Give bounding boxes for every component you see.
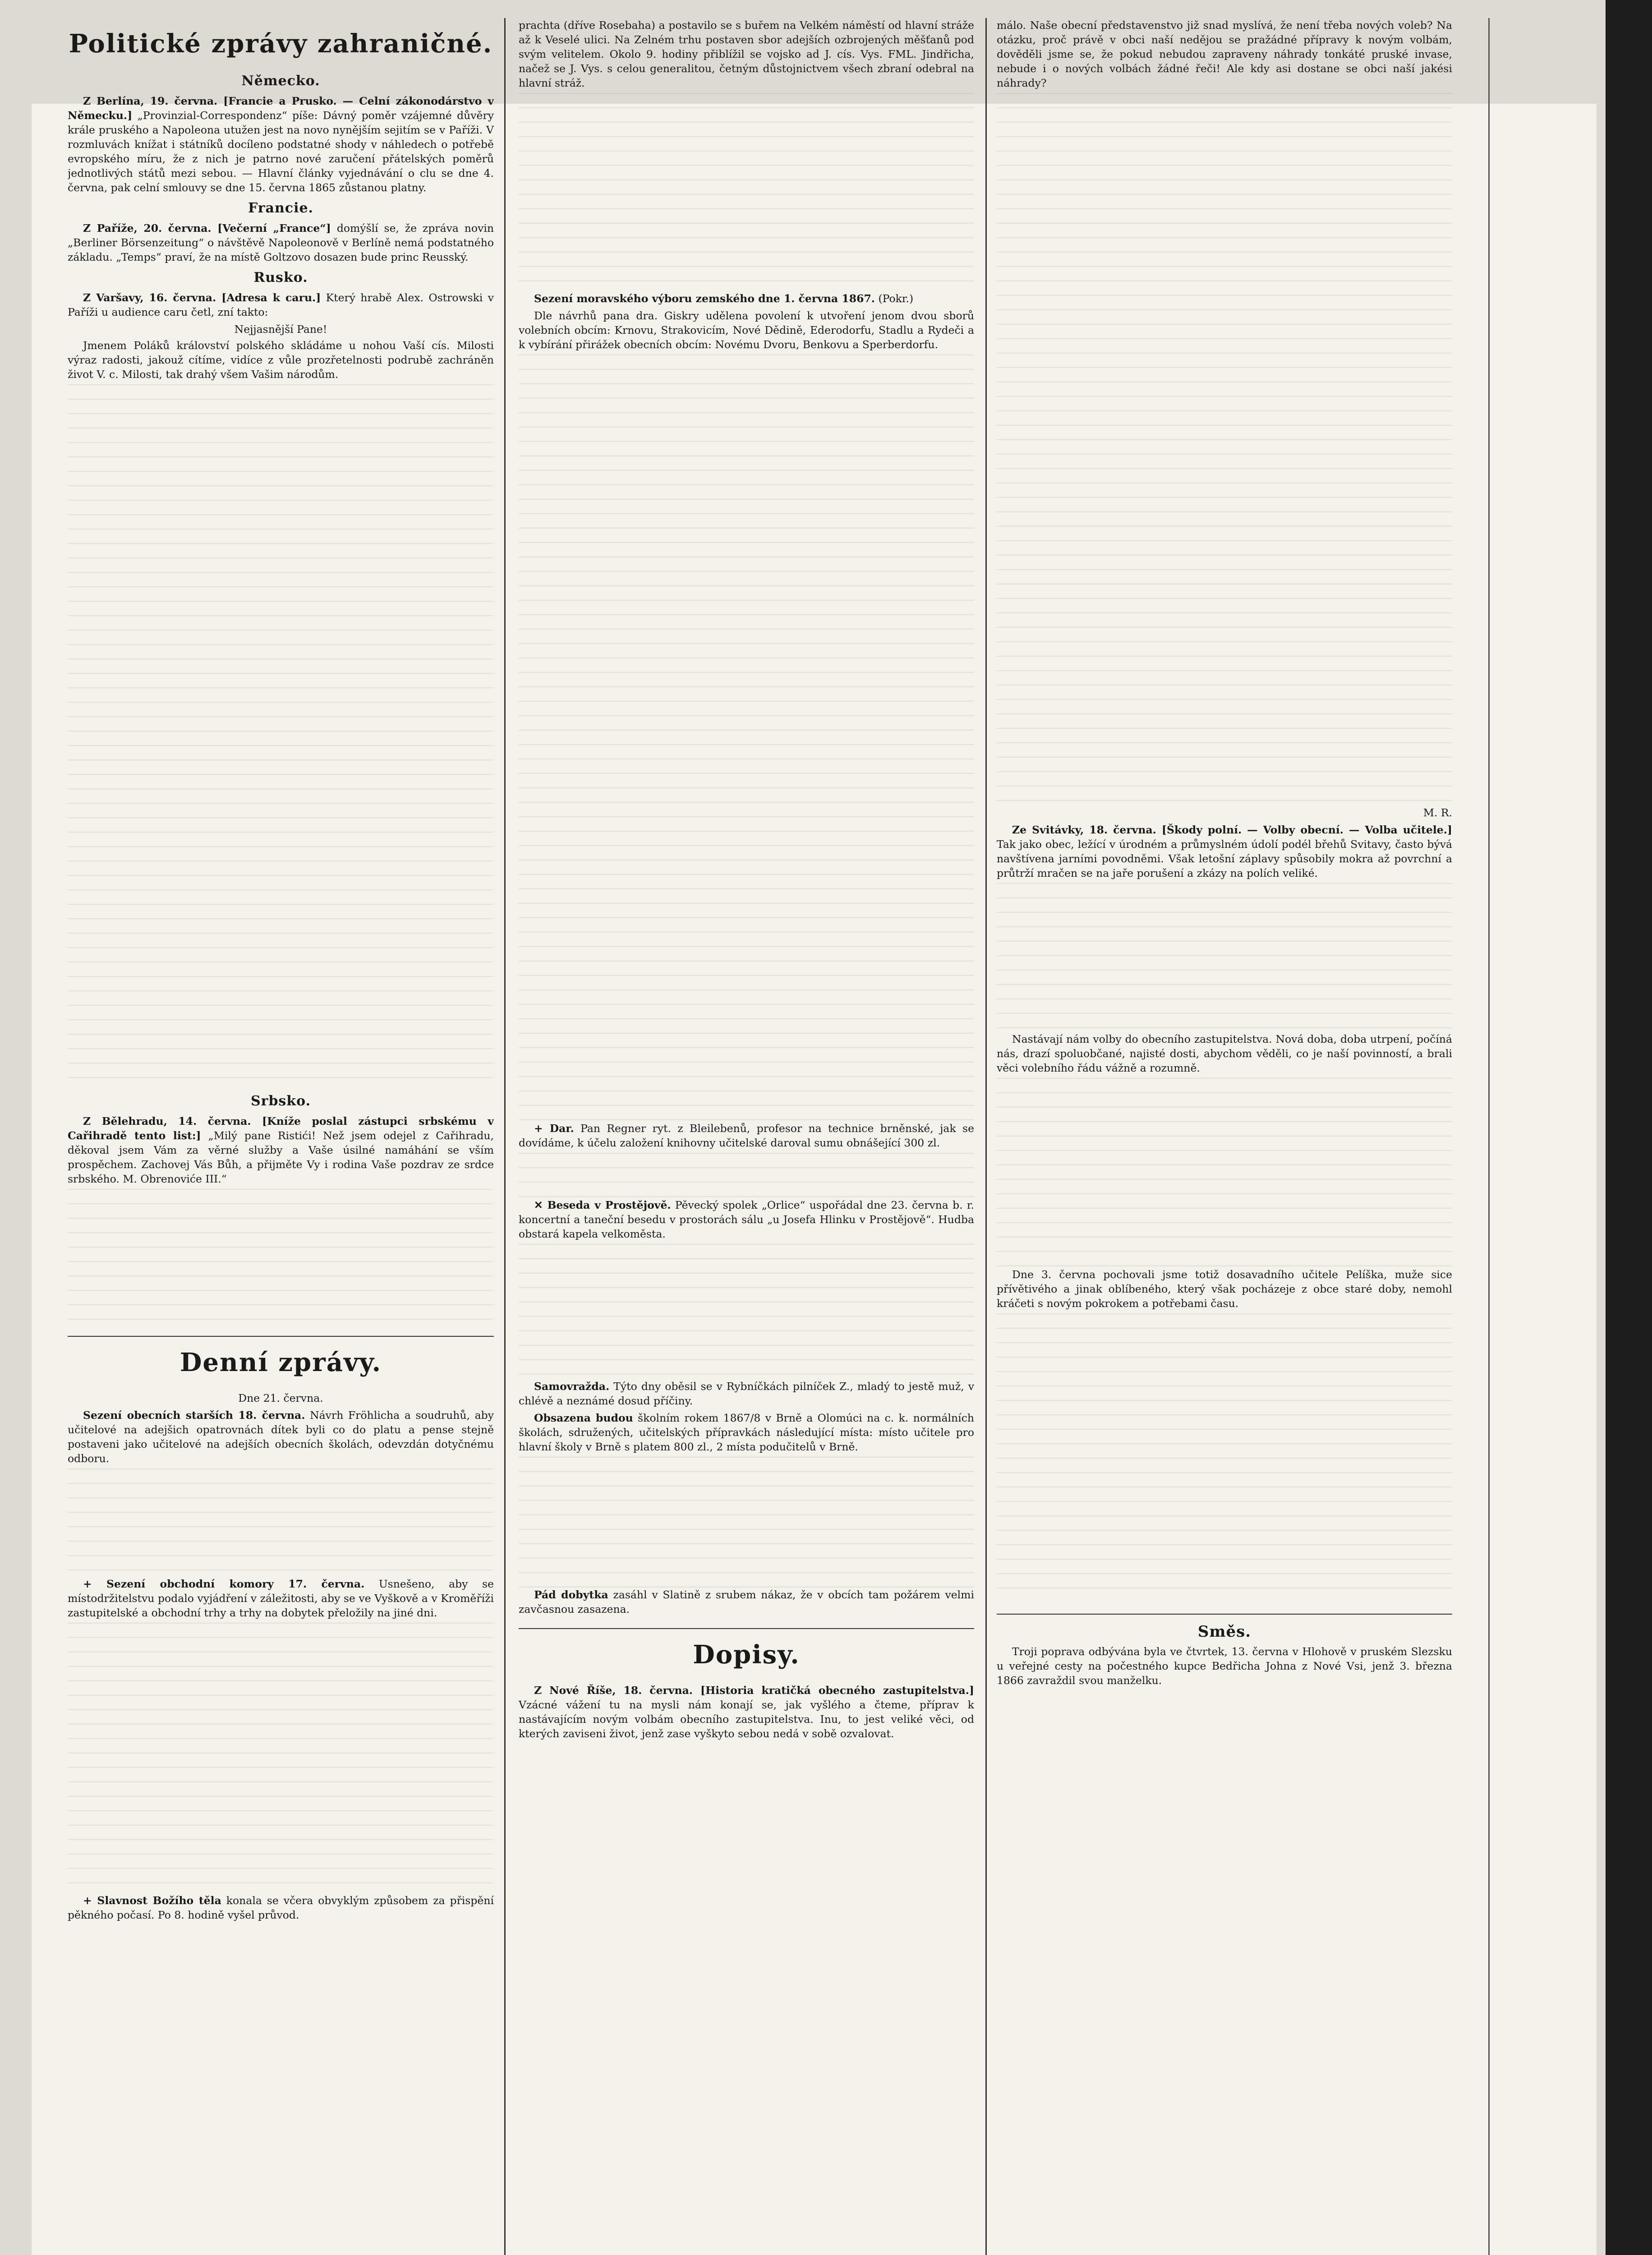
- article-corpus-head: + Slavnost Božího těla: [83, 1894, 221, 1907]
- article-continuation-text: [68, 384, 494, 1088]
- text-lines-texture: [68, 1623, 494, 1893]
- article-beseda: [519, 1198, 974, 1241]
- article-moravian-head: Sezení moravského výboru zemského dne 1. června 1867.: [534, 292, 875, 305]
- section-divider: [997, 1614, 1452, 1615]
- article-paris-head: Z Paříže, 20. června. [Večerní „France“]: [83, 222, 331, 235]
- article-continuation-text: [519, 1457, 974, 1588]
- text-lines-texture: [68, 1189, 494, 1324]
- text-lines-texture: [68, 384, 494, 1088]
- region-heading-russia: Rusko.: [253, 270, 308, 285]
- article-commerce-head: + Sezení obchodní komory 17. června.: [83, 1578, 365, 1590]
- article-warsaw-body: Který hrabě Alex. Ostrowski v Paříži u audience caru četl, zní takto:: [68, 291, 494, 318]
- address-salutation: Nejjasnější Pane!: [234, 323, 327, 336]
- region-heading-france: Francie.: [248, 200, 314, 216]
- article-donation-head: + Dar.: [534, 1122, 574, 1135]
- article-beseda-head: ✕ Beseda v Prostějově.: [534, 1199, 671, 1211]
- section-divider: [519, 1628, 974, 1629]
- region-heading-serbia: Srbsko.: [250, 1093, 311, 1109]
- article-elders-head: Sezení obecních starších 18. června.: [83, 1409, 305, 1422]
- article-suicide-head: Samovražda.: [534, 1380, 610, 1393]
- article-corpus-christi: [68, 1893, 494, 1922]
- article-nova-rise: [519, 1683, 974, 1741]
- daily-date: Dne 21. června.: [238, 1392, 323, 1404]
- article-parade-continuation: prachta (dříve Rosebaha) a postavilo se s buřem na Velkém náměstí od hlavní stráže až k Veselé ulici. Na Zelném trhu postaven sbor adejších ozbrojených měšťanů pod svým velitelem. Okolo 9. hodiny přiblížil se vojsko ad J. cís. Vys. FML. Jindřicha, načež se J. Vys. s celou generalitou, četným důstojnictvem všech zbraní odebral na hlavní stráž.: [519, 19, 974, 89]
- text-lines-texture: [997, 883, 1452, 1032]
- article-suicide: [519, 1379, 974, 1408]
- section-divider: [68, 1336, 494, 1337]
- region-heading-germany: Německo.: [241, 73, 320, 89]
- section-title-daily-news: Denní zprávy.: [179, 1348, 382, 1377]
- article-svitavka-head: Ze Svitávky, 18. června. [Škody polní. — Volby obecní. — Volba učitele.]: [1012, 824, 1452, 836]
- article-continuation-text: [519, 93, 974, 291]
- article-letter-continuation: málo. Naše obecní představenstvo již snad myslívá, že není třeba nových voleb? Na otázku, proč právě v obci naší nedějou se pražádné přípravy k novým volbám, dověděli jsme se, že pokud nebudou zapraveny náhrady tonkáté pruské invase, nebude i o nových volbách žádné řeči! Ale kdy asi dostane se obci naší jakési náhrady?: [997, 19, 1452, 89]
- article-belgrade-body: „Milý pane Ristići! Než jsem odejel z Cařihradu, děkoval jsem Vám za věrné služby a Vaše úsilné namáhání se vším prospěchem. Zachovej Vás Bůh, a přijměte Vy i rodina Vaše pozdrav ze srdce srbského. M. Obrenoviće III.“: [68, 1129, 494, 1185]
- column-2: [519, 18, 974, 2255]
- article-berlin-head: Z Berlína, 19. června. [Francie a Prusko. — Celní zákonodárstvo v Německu.]: [68, 95, 494, 122]
- article-paris-body: domýšlí se, že zpráva novin „Berliner Börsenzeitung“ o návštěvě Napoleonově v Berlíně nemá podstatného základu. „Temps“ praví, že na místě Goltzovo dosazen bude princ Reusský.: [68, 222, 494, 263]
- article-continuation-text: [997, 1078, 1452, 1267]
- article-nova-rise-body: Vzácné vážení tu na mysli nám konají se, jak vyšlého a čteme, příprav k nastávajícím novým volbám obecního zastupitelstva. Inu, to jest veliké věci, od kterých zaviseni život, jenž zase vyškyto sebou nedá v sobě ozvalovat.: [519, 1698, 974, 1740]
- text-lines-texture: [519, 1153, 974, 1198]
- article-svitavka-teacher: Dne 3. června pochovali jsme totiž dosavadního učitele Pelíška, muže sice přívětivého a jinak oblíbeného, který však pocházeje z obce staré doby, nemohl kráčeti s novým pokrokem a potřebami času.: [997, 1268, 1452, 1310]
- article-continuation-text: [519, 354, 974, 1121]
- article-continuation-text: [997, 93, 1452, 805]
- article-belgrade-head: Z Bělehradu, 14. června. [Kníže poslal zástupci srbskému v Cařihradě tento list:]: [68, 1115, 494, 1142]
- article-warsaw-head: Z Varšavy, 16. června. [Adresa k caru.]: [83, 291, 321, 304]
- article-berlin: [68, 94, 494, 195]
- article-elders-session: [68, 1408, 494, 1466]
- article-continuation-text: [68, 1623, 494, 1893]
- article-corpus-body: konala se včera obvyklým způsobem za přispění pěkného počasí. Po 8. hodině vyšel průvod.: [68, 1894, 494, 1921]
- article-elders-body: Návrh Fröhlicha a soudruhů, aby učitelové na adejšich opatrovnách dítek byli co do platu a pense stejně postaveni jako učitelové na adejších obecních školách, odevzdán dotyčnému odboru.: [68, 1409, 494, 1465]
- article-continuation-text: [68, 1189, 494, 1324]
- article-belgrade: [68, 1114, 494, 1186]
- article-continuation-text: [997, 883, 1452, 1032]
- article-nova-rise-head: Z Nové Říše, 18. června. [Historia kratičká obecného zastupitelstva.]: [534, 1684, 974, 1697]
- article-svitavka: [997, 823, 1452, 880]
- article-svitavka-body: Tak jako obec, ležící v úrodném a průmyslném údolí podél břehů Svitavy, často bývá navštívena jarními povodněmi. Však letošní záplavy spůsobily mokra až povrchní a průtrží mračen se na jaře porušení a zkázy na polích veliké.: [997, 838, 1452, 879]
- text-lines-texture: [68, 1468, 494, 1577]
- article-donation-body: Pan Regner ryt. z Bleilebenů, profesor na technice brněnské, jak se dovídáme, k účelu založení knihovny učitelské daroval sumu obnášející 300 zl.: [519, 1122, 974, 1149]
- article-execution: Troji poprava odbývána byla ve čtvrtek, 13. června v Hlohově v pruském Slezsku u veřejné cesty na počestného kupce Bedřicha Johna z Nové Vsi, jenž 3. března 1866 zavraždil svou manželku.: [997, 1645, 1452, 1687]
- article-school-posts: [519, 1411, 974, 1454]
- article-cattle-head: Pád dobytka: [534, 1588, 608, 1601]
- text-lines-texture: [519, 354, 974, 1121]
- column-rule: [504, 18, 506, 2255]
- text-lines-texture: [519, 1244, 974, 1379]
- text-lines-texture: [519, 1457, 974, 1588]
- article-svitavka-elections: Nastávají nám volby do obecního zastupitelstva. Nová doba, doba utrpení, počíná nás, drazí spoluobčané, najisté dosti, abychom věděli, co je naší povinností, a brali věci volebního řádu vážně a rozumně.: [997, 1033, 1452, 1074]
- article-school-body: školním rokem 1867/8 v Brně a Olomúci na c. k. normálních školách, sdružených, učitelských přípravkách následující místa: místo učitele pro hlavní školy v Brně s platem 800 zl., 2 místa podučitelů v Brně.: [519, 1412, 974, 1453]
- text-lines-texture: [997, 1078, 1452, 1267]
- column-1: [68, 18, 494, 2255]
- article-berlin-body: „Provinzial-Correspondenz“ píše: Dávný poměr vzájemné důvěry krále pruského a Napoleona utužen jest na novo nynějším sejitím se v Paříži. V rozmluvách knížat i státníků docíleno podstatné shody v náhledech o potřebě evropského míru, že z nich je patrno nové zaručení přátelských poměrů jednotlivých států mezi sebou. — Hlavní články vyjednávání o clu se dne 4. června, pak celní smlouvy se dne 15. června 1865 zůstanou platny.: [68, 109, 494, 194]
- article-warsaw: [68, 290, 494, 319]
- scan-edge: [1606, 0, 1652, 2255]
- column-3: [997, 18, 1452, 2255]
- article-school-head: Obsazena budou: [534, 1412, 633, 1424]
- article-donation: [519, 1121, 974, 1150]
- article-moravian-committee: [519, 291, 974, 306]
- article-continuation-text: [997, 1313, 1452, 1602]
- article-commerce-body: Usnešeno, aby se místodržitelstvu podalo vyjádření v záležitosti, aby se ve Vyškově a v Kroměříži zastupitelské a obchodní trhy a trhy na dobytek přeložily na jiné dni.: [68, 1578, 494, 1619]
- article-beseda-body: Pěvecký spolek „Orlice“ uspořádal dne 23. června b. r. koncertní a taneční besedu v prostorách sálu „u Josefa Hlinku v Prostějově“. Hudba obstará kapela velkoměsta.: [519, 1199, 974, 1240]
- article-continuation-text: [519, 1244, 974, 1379]
- address-body: Jmenem Poláků království polského skládáme u nohou Vaší cís. Milosti výraz radosti, jakouž cítíme, vidíce z vůle prozřetelnosti podrubě zachráněn život V. c. Milosti, tak drahý všem Vašim národům.: [68, 339, 494, 381]
- text-lines-texture: [997, 1313, 1452, 1602]
- letter-signature: M. R.: [1423, 806, 1452, 819]
- article-paris: [68, 221, 494, 264]
- text-lines-texture: [519, 93, 974, 291]
- text-lines-texture: [997, 93, 1452, 805]
- article-cattle-body: zasáhl v Slatině z srubem nákaz, že v obcích tam požárem velmi zavčasnou zasazena.: [519, 1588, 974, 1615]
- page-border: [1488, 18, 1490, 2255]
- section-title-miscellany: Směs.: [1197, 1623, 1252, 1641]
- article-cattle: [519, 1588, 974, 1616]
- article-suicide-body: Týto dny oběsil se v Rybníčkách pilníček Z., mladý to jestě muž, v chlévě a neznámé dosud příčiny.: [519, 1380, 974, 1407]
- section-title-letters: Dopisy.: [693, 1640, 800, 1670]
- article-continuation-text: [519, 1153, 974, 1198]
- section-title-foreign-news: Politické zprávy zahraničné.: [69, 29, 493, 59]
- column-rule: [985, 18, 987, 2255]
- article-continuation-text: [68, 1468, 494, 1577]
- article-moravian-sign: (Pokr.): [878, 292, 914, 305]
- article-moravian-body: Dle návrhů pana dra. Giskry udělena povolení k utvoření jenom dvou sborů volebních obcím: Krnovu, Strakovicím, Nové Dědině, Ederodorfu, Stadlu a Rydeči a k vybírání přirážek obecních obcím: Novému Dvoru, Benkovu a Sperberdorfu.: [519, 309, 974, 351]
- article-commerce-session: [68, 1577, 494, 1620]
